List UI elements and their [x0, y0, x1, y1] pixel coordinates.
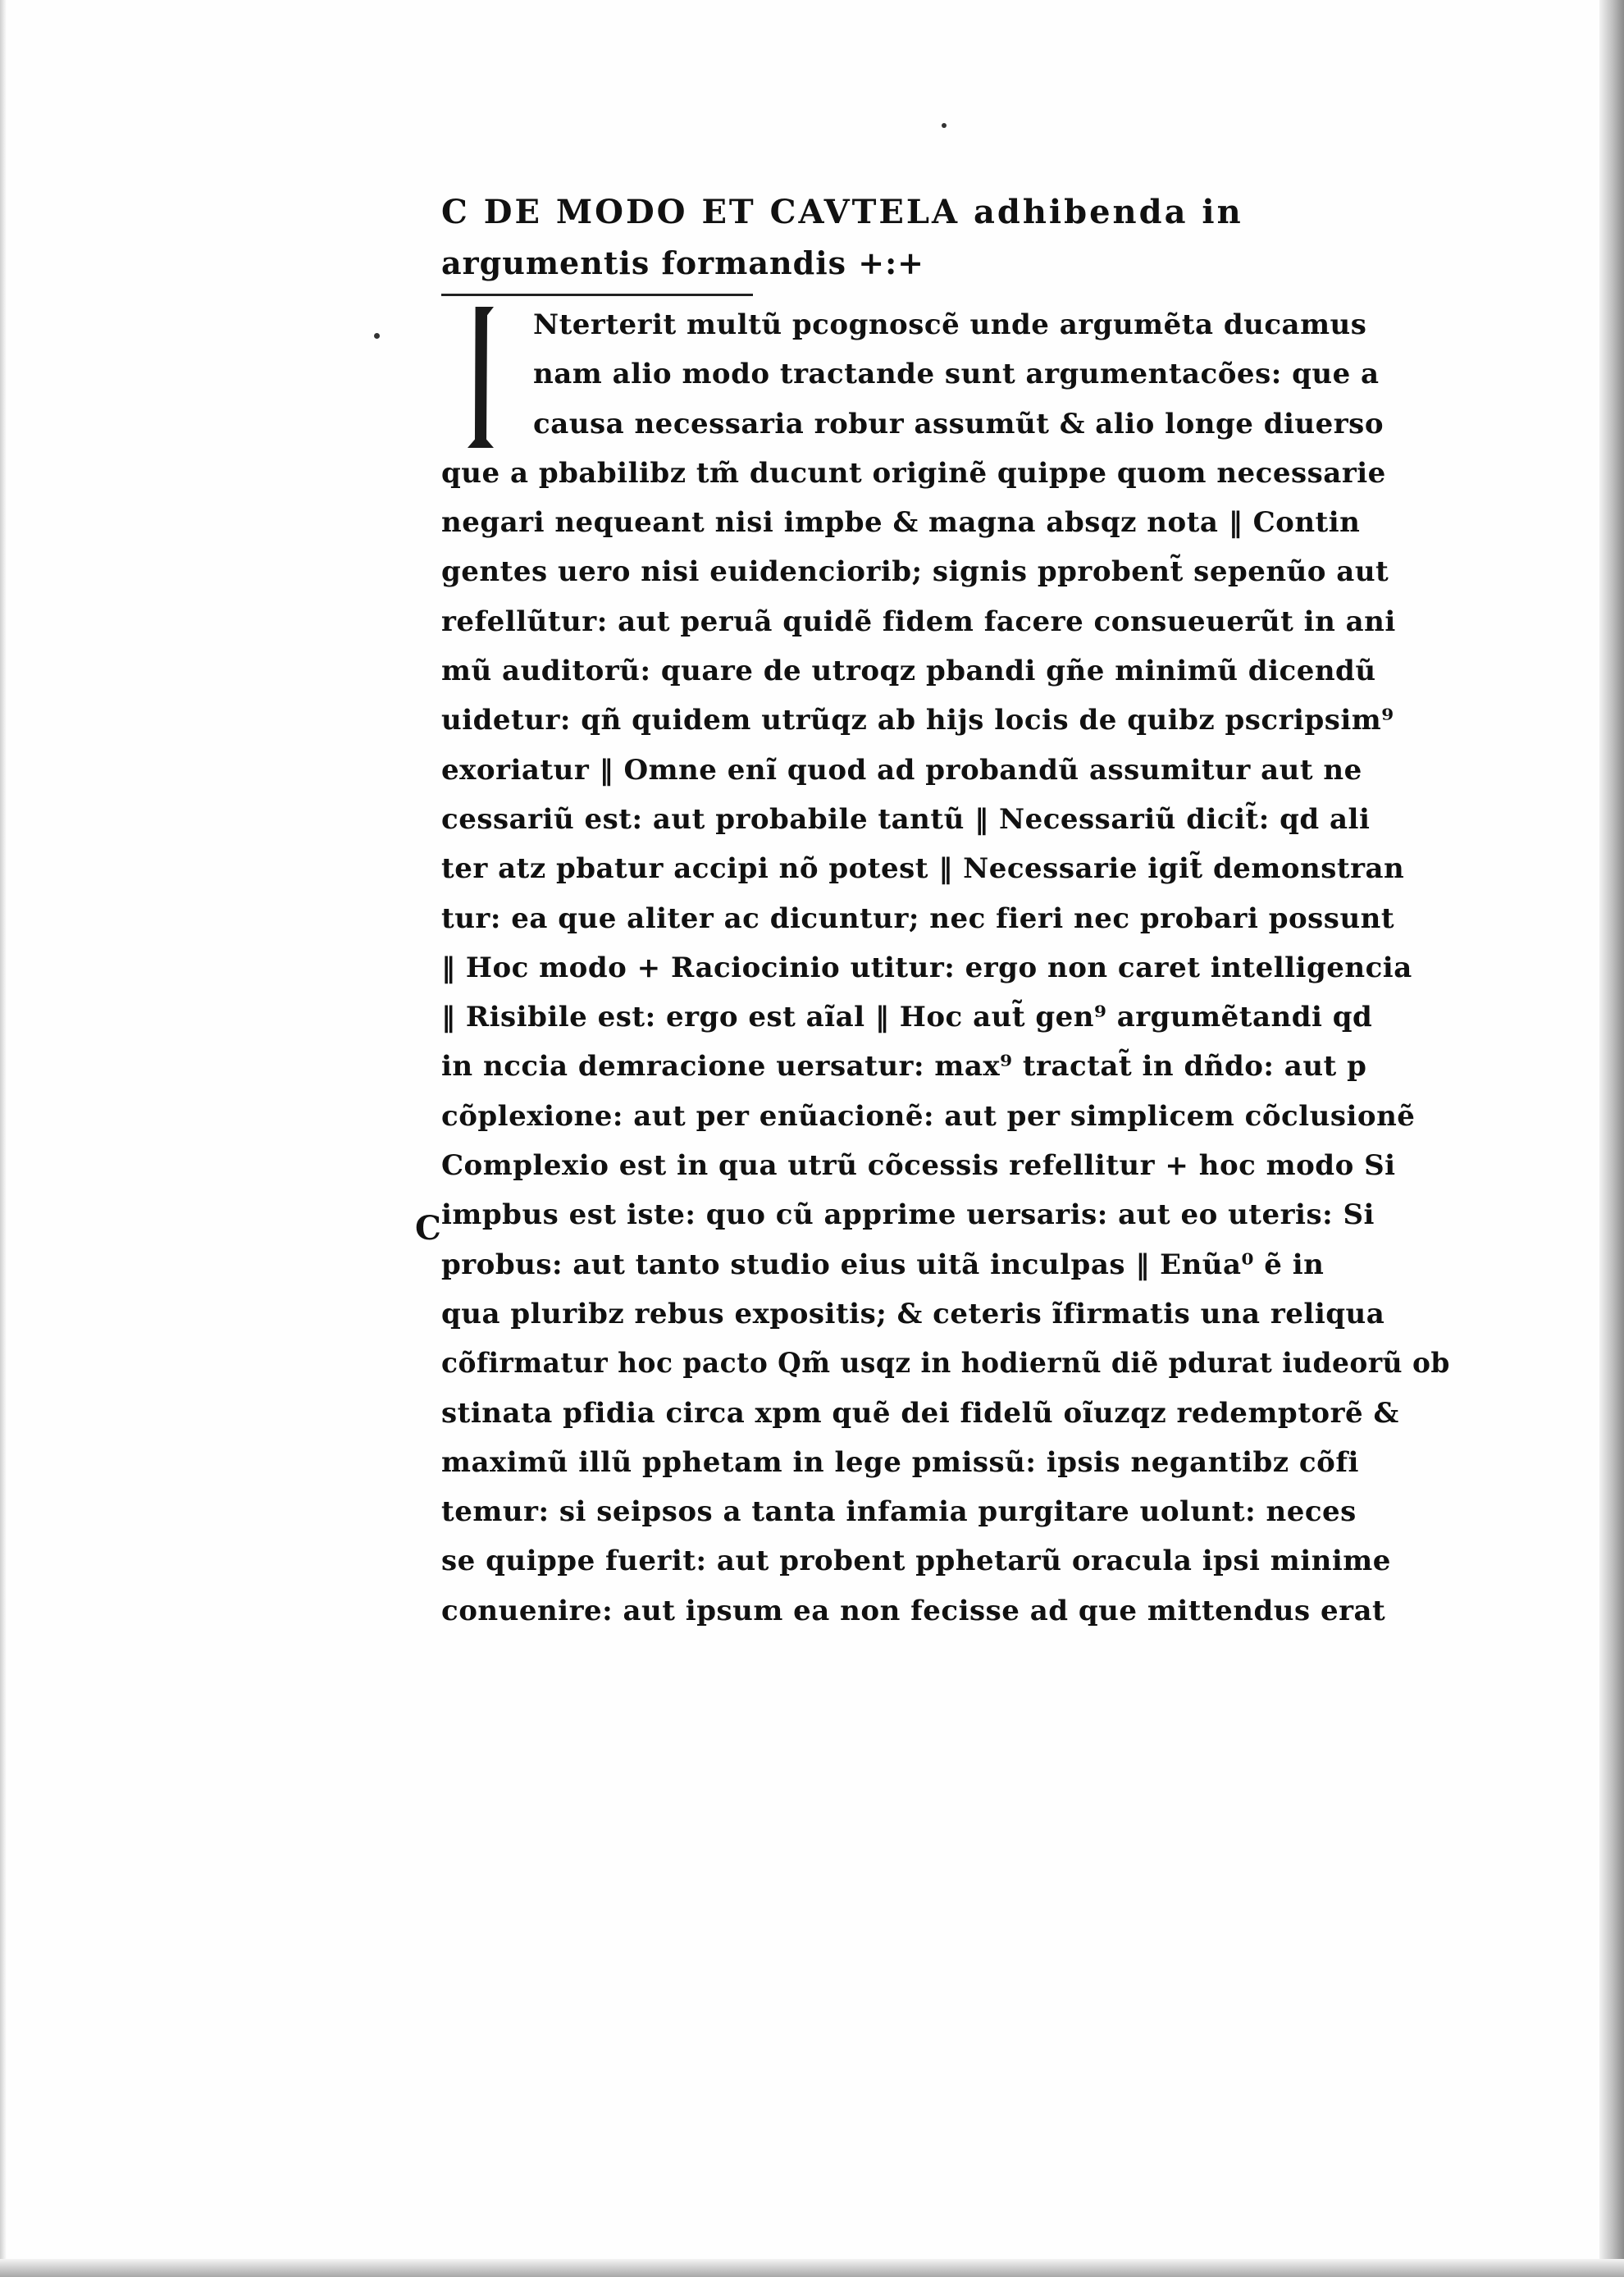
text-line: negari nequeant nisi impbe & magna absqz nota ‖ Contin [441, 506, 1361, 540]
page-left-edge-shadow [0, 0, 7, 2277]
text-block [441, 187, 1450, 1627]
text-line: uidetur: qñ quidem utrũqz ab hijs locis de quibz pscripsim⁹ [441, 704, 1394, 737]
text-line: stinata pfidia circa xpm quẽ dei fidelũ oĩuzqz redemptorẽ & [441, 1396, 1399, 1430]
text-line: cõfirmatur hoc pacto Qm̃ usqz in hodiernũ diẽ pdurat iudeorũ ob [441, 1347, 1450, 1380]
text-line: mũ auditorũ: quare de utroqz pbandi gñe minimũ dicendũ [441, 655, 1376, 688]
text-line: tur: ea que aliter ac dicuntur; nec fieri nec probari possunt [441, 901, 1395, 935]
text-line: probus: aut tanto studio eius uitã inculpas ‖ Enũa⁰ ẽ in [441, 1248, 1325, 1281]
chapter-heading-continuation: argumentis formandis +:+ [441, 244, 924, 281]
marginal-paragraph-mark: C [415, 1209, 441, 1248]
text-line: maximũ illũ pphetam in lege pmissũ: ipsis negantibz cõfi [441, 1445, 1359, 1479]
text-line: se quippe fuerit: aut probent pphetarũ oracula ipsi minime [441, 1545, 1391, 1578]
text-line: ter atz pbatur accipi nõ potest ‖ Necessarie igit̃ demonstran [441, 852, 1405, 886]
text-line: causa necessaria robur assumũt & alio longe diuerso [533, 407, 1384, 440]
ink-speck [942, 123, 947, 128]
body-text [441, 300, 1450, 1636]
text-line: qua pluribz rebus expositis; & ceteris ĩfirmatis una reliqua [441, 1297, 1385, 1330]
text-line: Nterterit multũ pcognoscẽ unde argumẽta ducamus [533, 308, 1367, 341]
text-line: que a pbabilibz tm̃ ducunt originẽ quippe quom necessarie [441, 456, 1386, 490]
page-right-edge-shadow [1599, 0, 1624, 2277]
ink-speck [374, 333, 380, 339]
text-line: conuenire: aut ipsum ea non fecisse ad que mittendus erat [441, 1594, 1386, 1627]
text-line: refellũtur: aut peruã quidẽ fidem facere consueuerũt in ani [441, 605, 1396, 638]
chapter-heading: C DE MODO ET CAVTELA adhibenda in [441, 193, 1243, 231]
text-line: cessariũ est: aut probabile tantũ ‖ Necessariũ dicit̃: qd ali [441, 802, 1371, 836]
page-bottom-edge-shadow [0, 2259, 1624, 2277]
text-line: ‖ Risibile est: ergo est aĩal ‖ Hoc aut̃ gen⁹ argumẽtandi qd [441, 1001, 1373, 1034]
text-line: in nccia demracione uersatur: max⁹ tractat̃ in dñdo: aut p [441, 1050, 1367, 1084]
text-line: ‖ Hoc modo + Raciocinio utitur: ergo non caret intelligencia [441, 951, 1412, 984]
text-line: impbus est iste: quo cũ apprime uersaris: aut eo uteris: Si [441, 1198, 1375, 1232]
text-line: exoriatur ‖ Omne enĩ quod ad probandũ assumitur aut ne [441, 753, 1362, 787]
heading-underline [441, 294, 753, 296]
text-line: gentes uero nisi euidenciorib; signis pprobent̃ sepenũo aut [441, 555, 1389, 589]
text-line: Complexio est in qua utrũ cõcessis refellitur + hoc modo Si [441, 1149, 1396, 1183]
text-line: cõplexione: aut per enũacionẽ: aut per simplicem cõclusionẽ [441, 1099, 1416, 1133]
text-line: temur: si seipsos a tanta infamia purgitare uolunt: neces [441, 1495, 1357, 1529]
text-line: nam alio modo tractande sunt argumentacões: que a [533, 358, 1380, 391]
